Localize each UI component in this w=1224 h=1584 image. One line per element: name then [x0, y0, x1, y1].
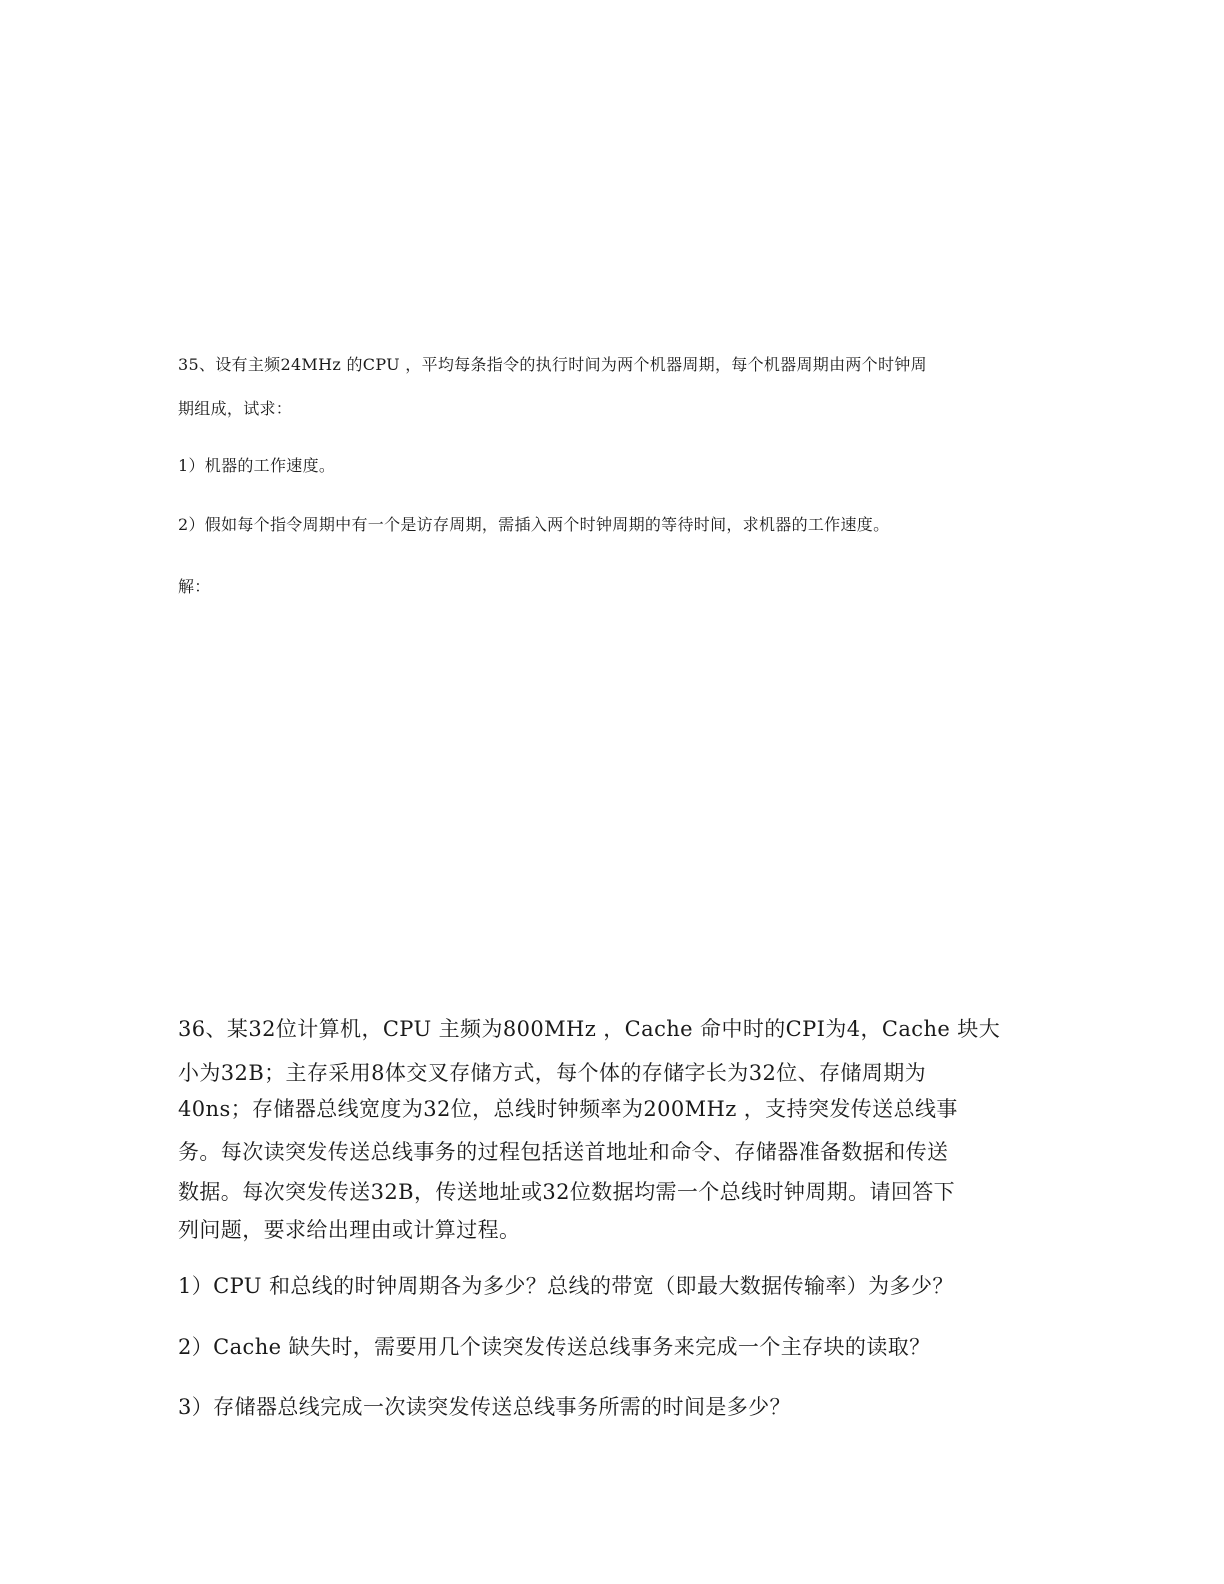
q35-answer-label: 解： — [178, 577, 211, 596]
q36-stem-line-4: 务。每次读突发传送总线事务的过程包括送首地址和命令、存储器准备数据和传送 — [178, 1140, 949, 1164]
q36-subquestion-1: 1）CPU 和总线的时钟周期各为多少？总线的带宽（即最大数据传输率）为多少？ — [178, 1274, 954, 1298]
q36-stem-line-1: 36、某32位计算机，CPU 主频为800MHz ，Cache 命中时的CPI为4，Cache 块大 — [178, 1017, 1001, 1041]
q35-stem-line-1: 35、设有主频24MHz 的CPU ，平均每条指令的执行时间为两个机器周期，每个机器周期由两个时钟周 — [178, 355, 927, 374]
q35-subquestion-1: 1）机器的工作速度。 — [178, 456, 336, 475]
q36-stem-line-2: 小为32B；主存采用8体交叉存储方式，每个体的存储字长为32位、存储周期为 — [178, 1061, 927, 1085]
q36-stem-line-5: 数据。每次突发传送32B，传送地址或32位数据均需一个总线时钟周期。请回答下 — [178, 1180, 956, 1204]
q36-stem-line-3: 40ns；存储器总线宽度为32位，总线时钟频率为200MHz ，支持突发传送总线事 — [178, 1097, 958, 1121]
q35-stem-line-2: 期组成，试求： — [178, 399, 293, 418]
q36-subquestion-3: 3）存储器总线完成一次读突发传送总线事务所需的时间是多少？ — [178, 1395, 791, 1419]
q36-stem-line-6: 列问题，要求给出理由或计算过程。 — [178, 1218, 521, 1242]
q36-subquestion-2: 2）Cache 缺失时，需要用几个读突发传送总线事务来完成一个主存块的读取？ — [178, 1335, 931, 1359]
q35-subquestion-2: 2）假如每个指令周期中有一个是访存周期，需插入两个时钟周期的等待时间，求机器的工作速度。 — [178, 515, 890, 534]
